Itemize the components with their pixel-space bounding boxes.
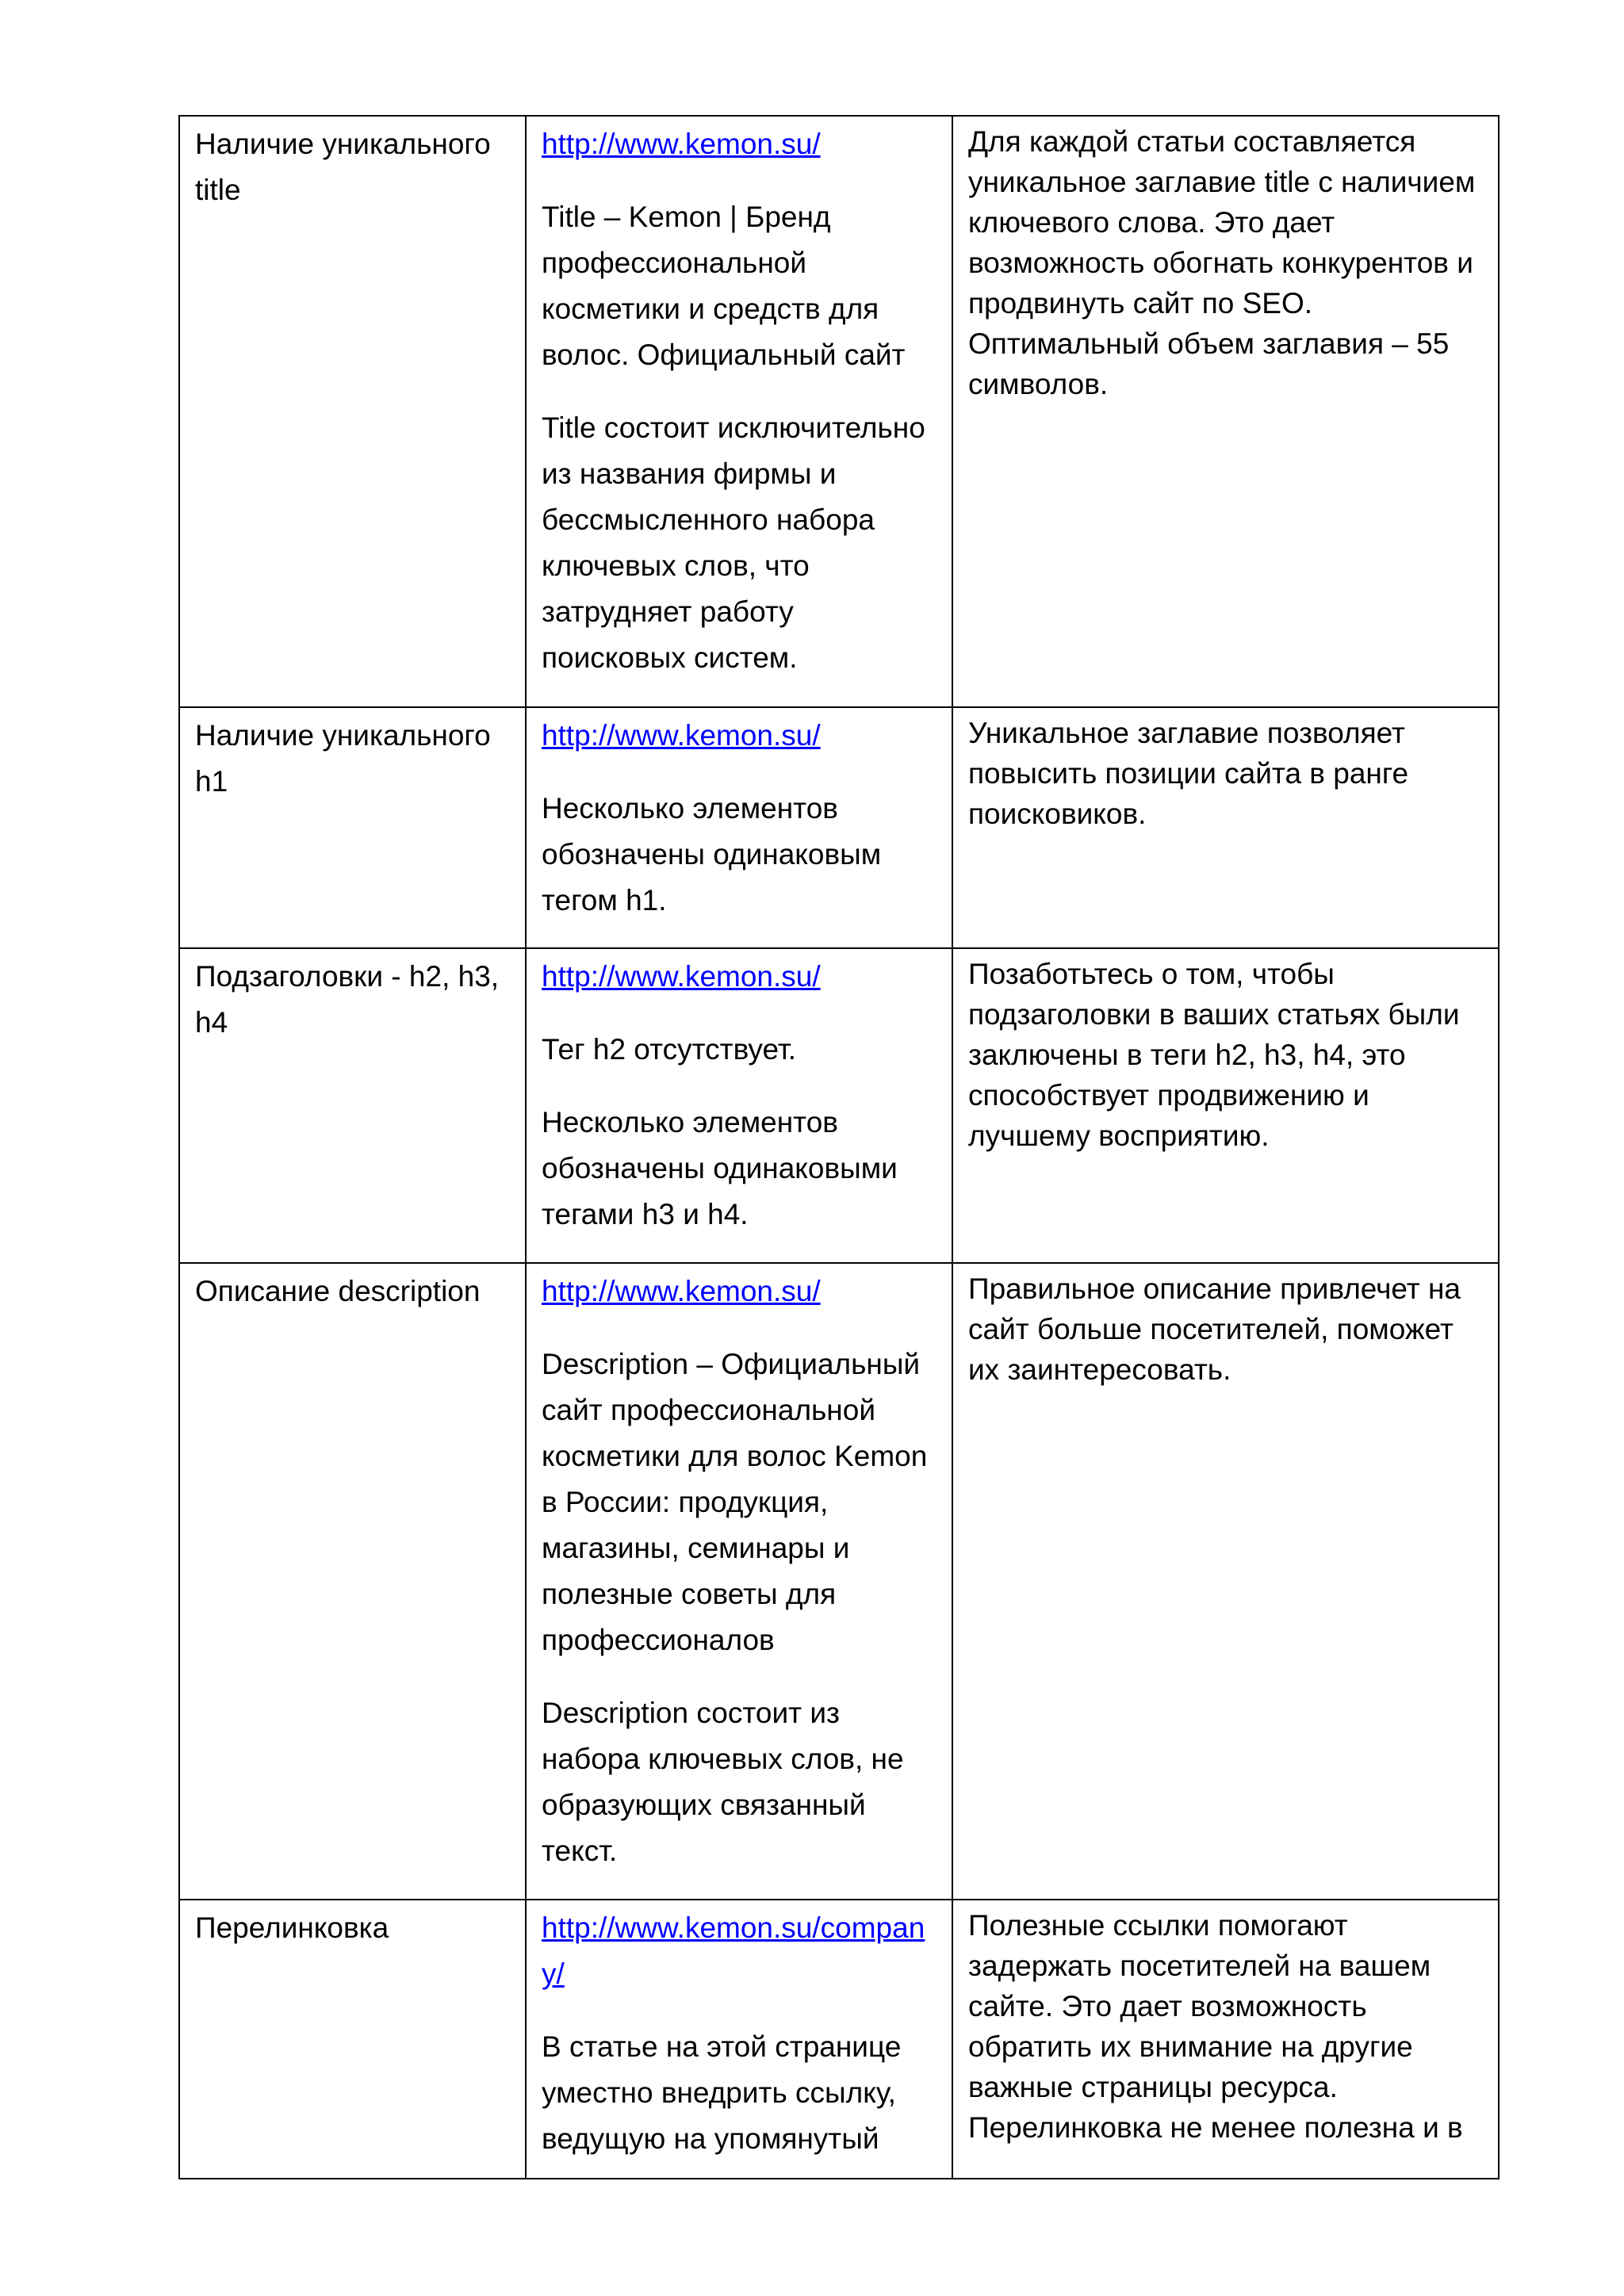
findings-cell <box>526 1900 952 2179</box>
findings-cell <box>526 948 952 1263</box>
table-row <box>179 1900 1499 2179</box>
page-url-link[interactable]: http://www.kemon.su/ <box>542 128 821 160</box>
table-row <box>179 1263 1499 1900</box>
finding-text: Description – Официальный сайт профессиональной косметики для волос Kemon в России: продукция, магазины, семинары и полезные советы для профессионалов <box>542 1348 928 1656</box>
recommendation-text: Для каждой статьи составляется уникальное заглавие title с наличием ключевого слова. Это дает возможность обогнать конкурентов и продвинуть сайт по SEO. Оптимальный объем заглавия – 55 символов. <box>968 125 1476 400</box>
finding-text: В статье на этой странице уместно внедрить ссылку, ведущую на упомянутый <box>542 2030 902 2155</box>
criterion-text: Перелинковка <box>195 1911 389 1944</box>
finding-text: Title – Kemon | Бренд профессиональной косметики и средств для волос. Официальный сайт <box>542 201 906 371</box>
recommendation-text: Позаботьтесь о том, чтобы подзаголовки в ваших статьях были заключены в теги h2, h3, h4, это способствует продвижению и лучшему восприятию. <box>968 958 1460 1152</box>
finding-text: Тег h2 отсутствует. <box>542 1033 796 1066</box>
table-row <box>179 948 1499 1263</box>
seo-audit-table <box>178 115 1500 2179</box>
recommendation-cell <box>952 707 1499 948</box>
finding-text: Title состоит исключительно из названия фирмы и бессмысленного набора ключевых слов, что затрудняет работу поисковых систем. <box>542 411 925 674</box>
criterion-cell <box>179 1900 526 2179</box>
recommendation-text: Полезные ссылки помогают задержать посетителей на вашем сайте. Это дает возможность обратить их внимание на другие важные страницы ресурса. Перелинковка не менее полезна и в <box>968 1909 1463 2144</box>
criterion-cell <box>179 116 526 707</box>
recommendation-cell <box>952 1900 1499 2179</box>
criterion-text: Подзаголовки - h2, h3, h4 <box>195 960 500 1039</box>
findings-cell <box>526 116 952 707</box>
recommendation-text: Правильное описание привлечет на сайт больше посетителей, поможет их заинтересовать. <box>968 1272 1461 1386</box>
recommendation-cell <box>952 116 1499 707</box>
criterion-text: Наличие уникального title <box>195 128 491 206</box>
recommendation-text: Уникальное заглавие позволяет повысить позиции сайта в ранге поисковиков. <box>968 717 1409 830</box>
criterion-text: Наличие уникального h1 <box>195 719 491 798</box>
page-url-link[interactable]: http://www.kemon.su/ <box>542 719 821 752</box>
page-url-link[interactable]: http://www.kemon.su/ <box>542 960 821 993</box>
findings-cell <box>526 1263 952 1900</box>
finding-text: Несколько элементов обозначены одинаковыми тегами h3 и h4. <box>542 1106 898 1230</box>
page-url-link[interactable]: http://www.kemon.su/ <box>542 1275 821 1307</box>
finding-text: Description состоит из набора ключевых слов, не образующих связанный текст. <box>542 1697 904 1867</box>
table-row <box>179 116 1499 707</box>
criterion-cell <box>179 707 526 948</box>
criterion-text: Описание description <box>195 1275 481 1307</box>
table-row <box>179 707 1499 948</box>
finding-text: Несколько элементов обозначены одинаковым тегом h1. <box>542 792 882 916</box>
criterion-cell <box>179 1263 526 1900</box>
recommendation-cell <box>952 1263 1499 1900</box>
criterion-cell <box>179 948 526 1263</box>
page-url-link[interactable]: http://www.kemon.su/company/ <box>542 1911 925 1990</box>
findings-cell <box>526 707 952 948</box>
recommendation-cell <box>952 948 1499 1263</box>
